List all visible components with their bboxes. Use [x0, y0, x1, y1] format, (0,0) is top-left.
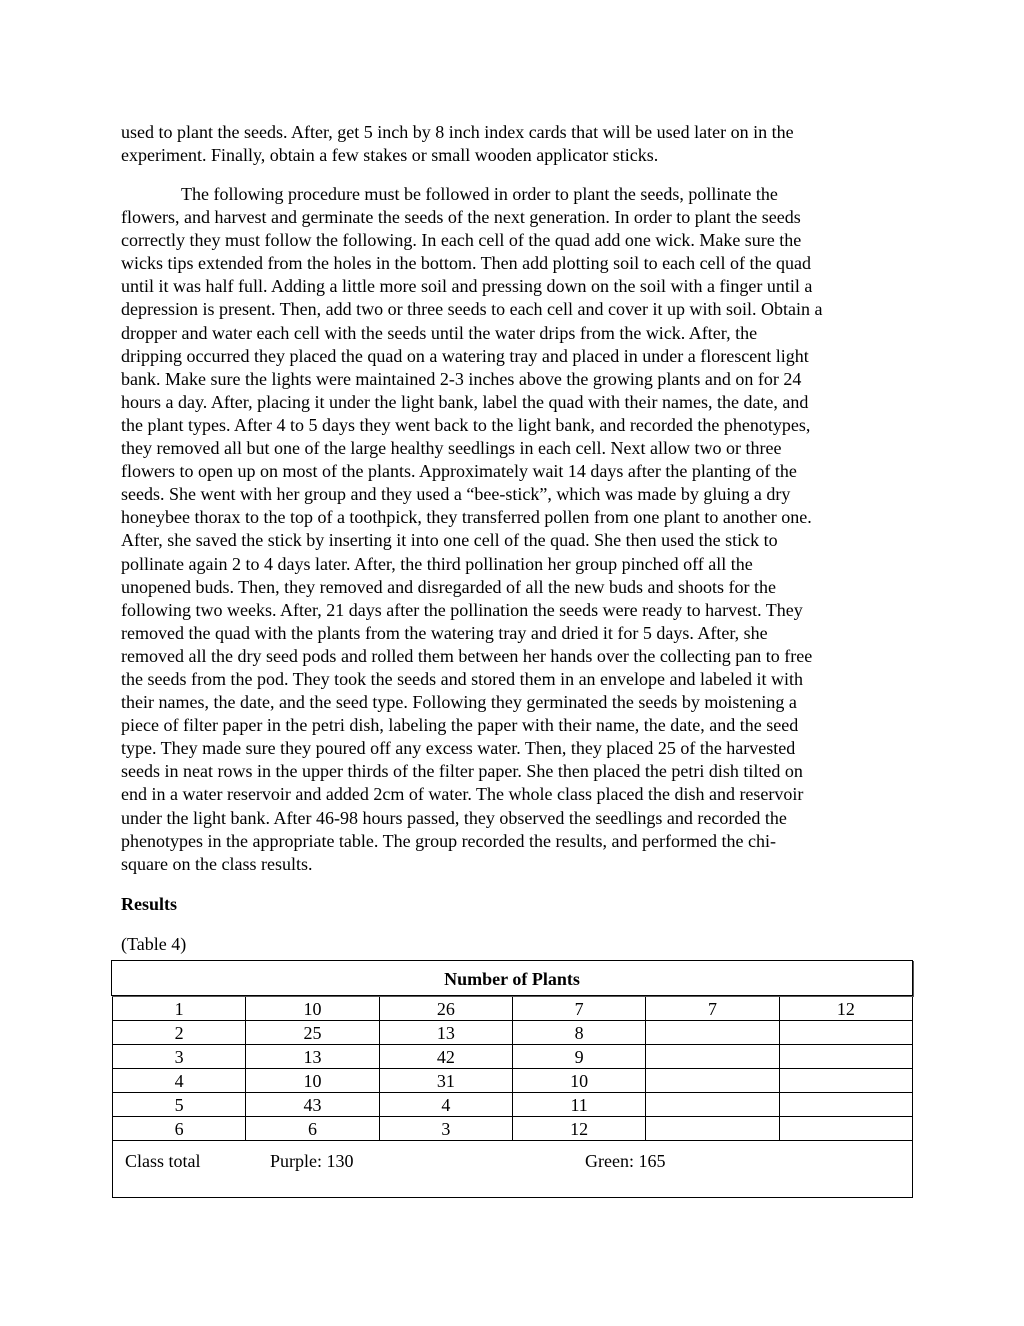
- table-cell: 25: [246, 1021, 379, 1045]
- table-cell: 10: [246, 997, 379, 1021]
- paragraph-materials: [121, 121, 911, 167]
- text-line: square on the class results.: [121, 853, 313, 874]
- text-line: type. They made sure they poured off any excess water. Then, they placed 25 of the harvested: [121, 738, 796, 759]
- text-line: used to plant the seeds. After, get 5 inch by 8 inch index cards that will be used later on in the: [121, 122, 794, 142]
- table-cell: 26: [379, 997, 512, 1021]
- table-cell: [779, 1069, 912, 1093]
- text-line: piece of filter paper in the petri dish, labeling the paper with their name, the date, and the seed: [121, 715, 799, 736]
- table-cell: 8: [512, 1021, 645, 1045]
- text-line: After, she saved the stick by inserting it into one cell of the quad. She then used the stick to: [121, 530, 778, 551]
- table-cell: 5: [113, 1093, 246, 1117]
- table-cell: [779, 1093, 912, 1117]
- results-table: [111, 960, 913, 1198]
- table-cell: 11: [512, 1093, 645, 1117]
- text-line: correctly they must follow the following. In each cell of the quad add one wick. Make sure the: [121, 230, 802, 251]
- text-line: under the light bank. After 46-98 hours passed, they observed the seedlings and recorded the: [121, 807, 787, 828]
- text-line: seeds in neat rows in the upper thirds of the filter paper. She then placed the petri dish tilted on: [121, 761, 803, 782]
- table-cell: 6: [113, 1117, 246, 1141]
- text-line: The following procedure must be followed in order to plant the seeds, pollinate the: [181, 184, 778, 204]
- table-cell: 43: [246, 1093, 379, 1117]
- text-line: phenotypes in the appropriate table. The group recorded the results, and performed the chi-: [121, 830, 776, 851]
- text-line: following two weeks. After, 21 days after the pollination the seeds were ready to harvest. They: [121, 599, 803, 620]
- results-heading: Results: [121, 894, 178, 914]
- text-line: removed all the dry seed pods and rolled them between her hands over the collecting pan to free: [121, 645, 813, 666]
- paragraph-procedure: [121, 183, 911, 876]
- text-line: depression is present. Then, add two or three seeds to each cell and cover it up with soil. Obtain a: [121, 299, 823, 320]
- table-cell: 2: [113, 1021, 246, 1045]
- table-cell: 13: [379, 1021, 512, 1045]
- table-cell: 31: [379, 1069, 512, 1093]
- text-line: removed the quad with the plants from the watering tray and dried it for 5 days. After, she: [121, 622, 768, 643]
- text-line: seeds. She went with her group and they used a “bee-stick”, which was made by gluing a dry: [121, 484, 791, 505]
- text-line: the seeds from the pod. They took the seeds and stored them in an envelope and labeled it with: [121, 668, 803, 689]
- text-line: pollinate again 2 to 4 days later. After, the third pollination her group pinched off all the: [121, 553, 753, 574]
- class-total-label: Class total: [125, 1151, 201, 1171]
- table-cell: [779, 1045, 912, 1069]
- table-cell: [646, 1021, 779, 1045]
- green-total: Green: 165: [585, 1151, 666, 1171]
- table-cell: [646, 1093, 779, 1117]
- table-cell: 42: [379, 1045, 512, 1069]
- table-cell: [646, 1069, 779, 1093]
- table-cell: 7: [646, 997, 779, 1021]
- table-cell: 12: [512, 1117, 645, 1141]
- text-line: flowers to open up on most of the plants. Approximately wait 14 days after the planting of the: [121, 461, 797, 482]
- table-cell: 10: [512, 1069, 645, 1093]
- table-row: [113, 1069, 913, 1093]
- text-line: the plant types. After 4 to 5 days they went back to the light bank, and recorded the phenotypes,: [121, 414, 811, 435]
- table-cell: 10: [246, 1069, 379, 1093]
- table-cell: 6: [246, 1117, 379, 1141]
- text-line: bank. Make sure the lights were maintained 2-3 inches above the growing plants and on for 24: [121, 368, 802, 389]
- table-cell: 1: [113, 997, 246, 1021]
- table-cell: 12: [779, 997, 912, 1021]
- table-caption: (Table 4): [121, 934, 187, 954]
- table-cell: [646, 1117, 779, 1141]
- table-row: [113, 1093, 913, 1117]
- table-cell: 13: [246, 1045, 379, 1069]
- table-cell: 4: [113, 1069, 246, 1093]
- table-footer: [112, 1141, 913, 1198]
- table-header: Number of Plants: [111, 960, 913, 996]
- table-cell: 3: [113, 1045, 246, 1069]
- text-line: end in a water reservoir and added 2cm of water. The whole class placed the dish and reservoir: [121, 784, 804, 805]
- table-row: [113, 997, 913, 1021]
- table-cell: 3: [379, 1117, 512, 1141]
- table-grid: [112, 996, 913, 1141]
- text-line: honeybee thorax to the top of a toothpick, they transferred pollen from one plant to another one.: [121, 507, 812, 528]
- table-cell: 4: [379, 1093, 512, 1117]
- purple-total: Purple: 130: [270, 1151, 354, 1171]
- table-row: [113, 1021, 913, 1045]
- text-line: dropper and water each cell with the seeds until the water drips from the wick. After, the: [121, 322, 758, 343]
- text-line: unopened buds. Then, they removed and disregarded of all the new buds and shoots for the: [121, 576, 777, 597]
- text-line: they removed all but one of the large healthy seedlings in each cell. Next allow two or three: [121, 438, 782, 459]
- text-line: wicks tips extended from the holes in the bottom. Then add plotting soil to each cell of the quad: [121, 253, 812, 274]
- text-line: until it was half full. Adding a little more soil and pressing down on the soil with a finger until a: [121, 276, 813, 297]
- table-cell: [779, 1117, 912, 1141]
- text-line: flowers, and harvest and germinate the seeds of the next generation. In order to plant the seeds: [121, 207, 801, 228]
- table-cell: [779, 1021, 912, 1045]
- text-line: dripping occurred they placed the quad on a watering tray and placed in under a florescent light: [121, 345, 809, 366]
- text-line: their names, the date, and the seed type. Following they germinated the seeds by moistening a: [121, 692, 797, 713]
- text-line: hours a day. After, placing it under the light bank, label the quad with their names, the date, and: [121, 391, 809, 412]
- table-row: [113, 1117, 913, 1141]
- table-cell: 7: [512, 997, 645, 1021]
- table-cell: [646, 1045, 779, 1069]
- table-row: [113, 1045, 913, 1069]
- text-line: experiment. Finally, obtain a few stakes or small wooden applicator sticks.: [121, 145, 659, 166]
- table-cell: 9: [512, 1045, 645, 1069]
